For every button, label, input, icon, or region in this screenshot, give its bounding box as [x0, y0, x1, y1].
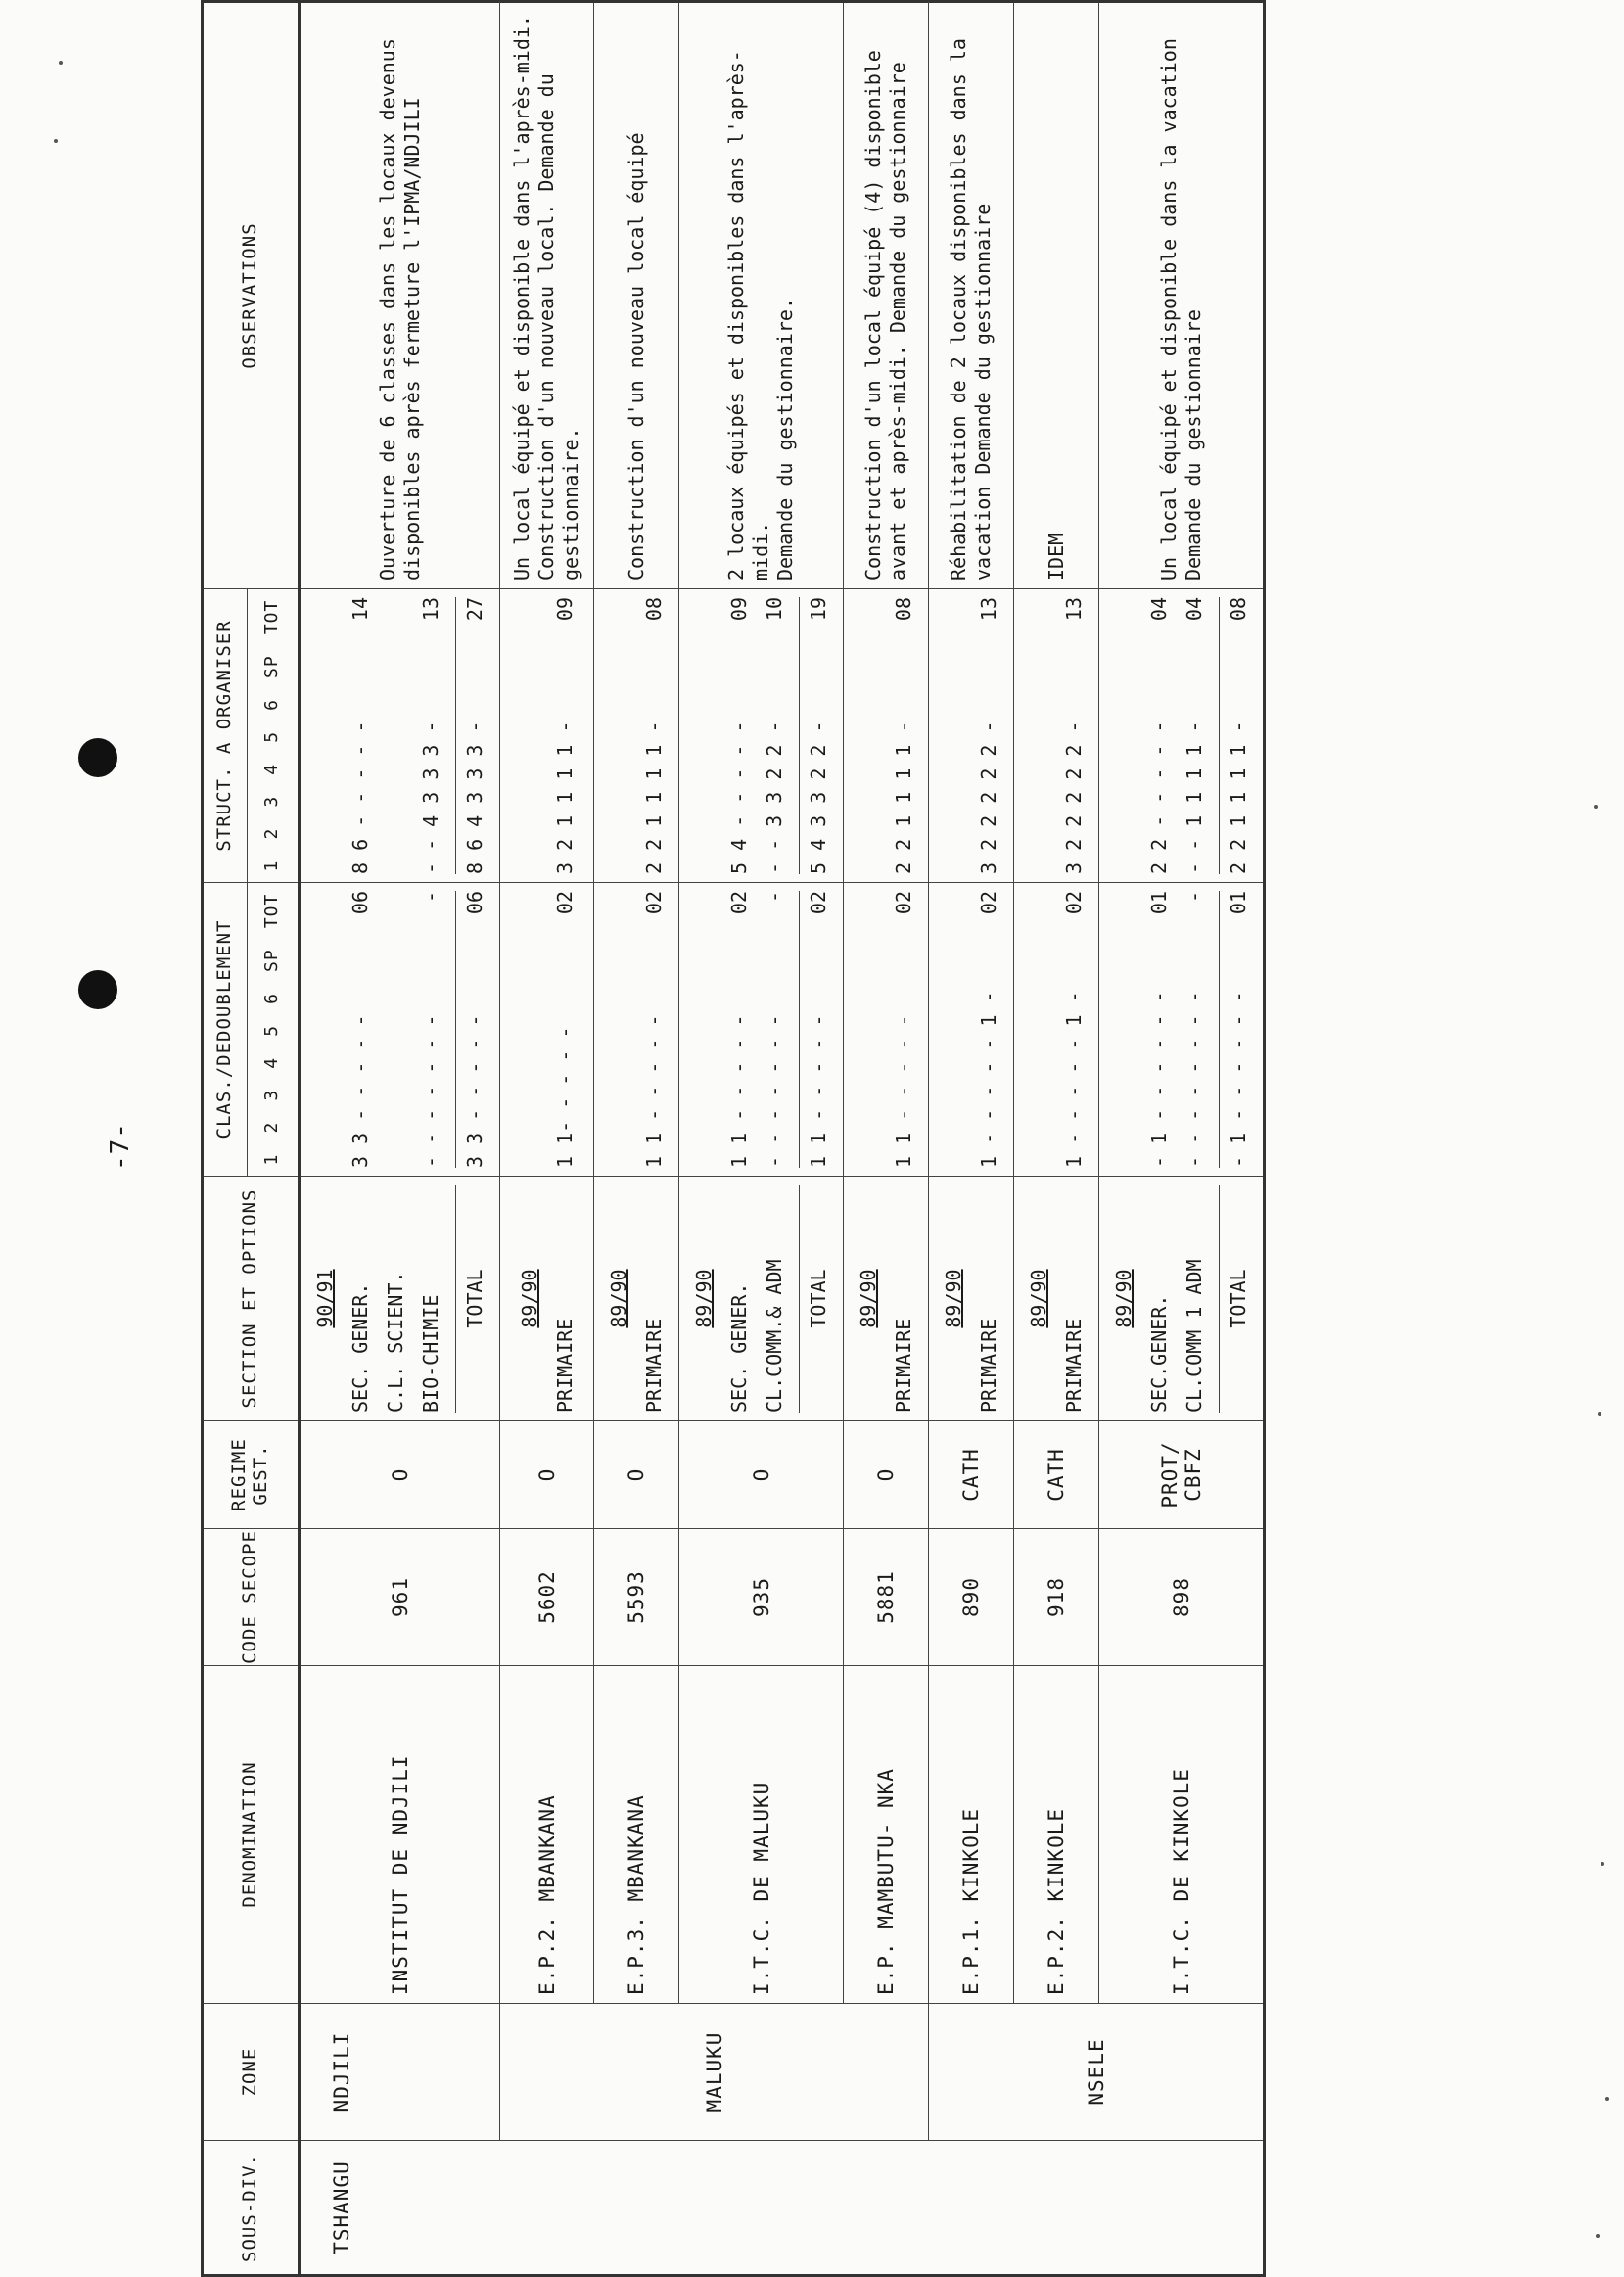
- struct-cell: [594, 588, 678, 882]
- header-struct-sub: 5: [260, 730, 282, 743]
- table-row: [1014, 3, 1099, 2003]
- struct-counts: 3 2 2 2 2 2 -: [1062, 720, 1086, 874]
- struct-list: [854, 597, 918, 874]
- clas-counts: 3 3 - - - - -: [348, 1014, 372, 1168]
- struct-row: [381, 597, 410, 874]
- clas-row: [854, 891, 883, 1168]
- zone-name: MALUKU: [702, 2031, 726, 2113]
- section-cell: [679, 1176, 843, 1420]
- regime-gestion: PROT/ CBFZ: [1157, 1441, 1205, 1509]
- regime-cell: [1014, 1420, 1098, 1528]
- clas-row: [381, 891, 410, 1168]
- struct-counts: 3 2 2 2 2 2 -: [977, 720, 1000, 874]
- regime-gestion: CATH: [959, 1448, 983, 1502]
- code-secope: 5593: [625, 1570, 648, 1624]
- school-year: 89/90: [607, 1269, 630, 1328]
- struct-counts: 8 6 4 3 3 3 -: [463, 720, 487, 874]
- observations-cell: [844, 0, 928, 588]
- table-row: [301, 3, 499, 2003]
- struct-cell: [1099, 588, 1263, 882]
- regime-gestion: O: [534, 1467, 559, 1482]
- header-denomination: DENOMINATION: [204, 1665, 298, 2003]
- zone-name: NSELE: [1084, 2038, 1108, 2106]
- clas-list: [310, 891, 489, 1168]
- school-name: E.P. MAMBUTU- NKA: [874, 1768, 898, 1995]
- school-name: I.T.C. DE KINKOLE: [1169, 1768, 1193, 1995]
- observations-cell: [1014, 0, 1098, 588]
- header-struct: [204, 588, 298, 882]
- struct-total: 10: [763, 597, 786, 622]
- struct-total: 04: [1147, 597, 1171, 622]
- section-list: [939, 1185, 1003, 1413]
- code-cell: [594, 1528, 678, 1665]
- observation-text: Réhabilitation de 2 locaux disponibles dans la vacation Demande du gestionnaire: [947, 26, 995, 581]
- struct-total: 13: [1062, 597, 1086, 622]
- punch-hole: [78, 738, 117, 777]
- struct-counts: - - 1 1 1 1 -: [1183, 720, 1206, 874]
- struct-total: 08: [1227, 597, 1250, 622]
- observations-cell: [1099, 0, 1263, 588]
- section-option: CL.COMM 1 ADM: [1183, 1259, 1206, 1413]
- struct-cell: [301, 588, 499, 882]
- clas-row: [974, 891, 1003, 1168]
- struct-counts: 5 4 3 3 2 2 -: [807, 720, 830, 874]
- struct-row: [724, 597, 754, 874]
- section-cell: [844, 1176, 928, 1420]
- observation-text: Un local équipé et disponible dans la vacation Demande du gestionnaire: [1156, 26, 1205, 581]
- clas-row: [799, 891, 833, 1168]
- code-cell: [1014, 1528, 1098, 1665]
- regime-cell: [929, 1420, 1013, 1528]
- struct-counts: - - 4 3 3 3 -: [419, 720, 442, 874]
- code-cell: [1099, 1528, 1263, 1665]
- header-clas-subcolumns: [248, 883, 297, 1176]
- clas-cell: [844, 882, 928, 1176]
- clas-row: [346, 891, 375, 1168]
- header-struct-sub: 3: [260, 795, 282, 808]
- header-clas: [204, 882, 298, 1176]
- observation-text: Construction d'un local équipé (4) disponible avant et après-midi. Demande du gestionnaire: [861, 38, 909, 581]
- clas-total: 06: [463, 891, 487, 915]
- struct-cell: [929, 588, 1013, 882]
- regime-cell: [500, 1420, 593, 1528]
- header-observations: OBSERVATIONS: [204, 0, 298, 588]
- school-name: E.P.2. MBANKANA: [534, 1794, 559, 1995]
- school-year: 89/90: [692, 1269, 716, 1328]
- struct-total: 13: [419, 597, 442, 622]
- section-option: PRIMAIRE: [1062, 1318, 1086, 1413]
- table-body-grid: [301, 0, 1263, 2277]
- clas-total: 01: [1227, 891, 1250, 915]
- regime-gestion: O: [388, 1467, 412, 1482]
- clas-list: [854, 891, 918, 1168]
- clas-row: [1180, 891, 1209, 1168]
- struct-row: [1180, 597, 1209, 874]
- school-year: 89/90: [517, 1269, 541, 1328]
- struct-counts: 2 2 1 1 1 1 -: [1227, 720, 1250, 874]
- section-option: C.L. SCIENT.: [384, 1271, 407, 1413]
- scan-speck: [1605, 2097, 1609, 2101]
- clas-cell: [929, 882, 1013, 1176]
- clas-cell: [301, 882, 499, 1176]
- struct-row: [1144, 597, 1174, 874]
- table-body: [301, 0, 1266, 2277]
- section-option: PRIMAIRE: [552, 1318, 577, 1413]
- clas-counts: 1 1 - - - - -: [807, 1014, 830, 1168]
- section-cell: [1014, 1176, 1098, 1420]
- clas-cell: [594, 882, 678, 1176]
- section-list: [310, 1185, 489, 1413]
- denomination-cell: [679, 1665, 843, 2003]
- scan-speck: [1594, 805, 1598, 809]
- clas-list: [604, 891, 669, 1168]
- school-name: E.P.2. KINKOLE: [1044, 1807, 1068, 1995]
- clas-row: [455, 891, 489, 1168]
- regime-cell: [301, 1420, 499, 1528]
- clas-row: [939, 891, 968, 1168]
- clas-cell: [1014, 882, 1098, 1176]
- header-struct-sub: 2: [260, 827, 282, 840]
- denomination-cell: [929, 1665, 1013, 2003]
- struct-total: 14: [348, 597, 372, 622]
- clas-counts: - - - - - - - -: [1183, 991, 1206, 1168]
- section-list: [1109, 1185, 1253, 1413]
- section-option: SEC. GENER.: [348, 1282, 372, 1413]
- code-cell: [500, 1528, 593, 1665]
- scan-speck: [59, 61, 63, 65]
- section-total-label: TOTAL: [1219, 1185, 1253, 1413]
- observations-cell: [500, 0, 593, 588]
- struct-total: 13: [977, 597, 1000, 622]
- clas-counts: 1 - - - - - 1 -: [977, 991, 1000, 1168]
- header-zone: ZONE: [204, 2003, 298, 2140]
- header-clas-sub: 4: [260, 1056, 282, 1069]
- section-cell: [1099, 1176, 1263, 1420]
- zone-cell: [929, 2003, 1263, 2140]
- section-list: [515, 1185, 580, 1413]
- denomination-cell: [594, 1665, 678, 2003]
- regime-cell: [679, 1420, 843, 1528]
- header-section: SECTION ET OPTIONS: [204, 1176, 298, 1420]
- clas-row: [1109, 891, 1138, 1168]
- scan-speck: [1601, 1862, 1604, 1866]
- clas-counts: 1 - - - - - 1 -: [1062, 991, 1086, 1168]
- scan-speck: [1598, 1412, 1601, 1416]
- section-list: [1024, 1185, 1089, 1413]
- denomination-cell: [1099, 1665, 1263, 2003]
- header-clas-title: CLAS./DEDOUBLEMENT: [204, 883, 248, 1176]
- clas-total: 01: [1147, 891, 1171, 915]
- header-clas-sub: 5: [260, 1024, 282, 1037]
- header-struct-sub: 6: [260, 699, 282, 711]
- header-struct-sub: TOT: [260, 599, 282, 635]
- clas-counts: 3 3 - - - - -: [463, 1014, 487, 1168]
- clas-row: [760, 891, 789, 1168]
- struct-counts: - - 3 3 2 2 -: [763, 720, 786, 874]
- header-struct-title: STRUCT. A ORGANISER: [204, 589, 248, 882]
- struct-counts: 3 2 1 1 1 1 -: [552, 720, 577, 874]
- school-name: E.P.1. KINKOLE: [959, 1807, 983, 1995]
- denomination-cell: [844, 1665, 928, 2003]
- clas-total: -: [419, 891, 442, 904]
- clas-counts: - - - - - - -: [763, 1014, 786, 1168]
- code-cell: [929, 1528, 1013, 1665]
- observations-cell: [929, 0, 1013, 588]
- zone-schools: [929, 0, 1263, 2003]
- school-year: 89/90: [1027, 1269, 1050, 1328]
- struct-cell: [844, 588, 928, 882]
- school-year: 90/91: [313, 1269, 337, 1328]
- struct-cell: [679, 588, 843, 882]
- struct-total: 19: [807, 597, 830, 622]
- struct-list: [689, 597, 833, 874]
- table-row: [500, 3, 594, 2003]
- struct-list: [310, 597, 489, 874]
- clas-total: 02: [1062, 891, 1086, 915]
- header-clas-sub: 2: [260, 1121, 282, 1134]
- struct-cell: [1014, 588, 1098, 882]
- clas-list: [689, 891, 833, 1168]
- table-row: [1099, 3, 1263, 2003]
- clas-list: [939, 891, 1003, 1168]
- code-secope: 935: [749, 1577, 773, 1617]
- section-list: [689, 1185, 833, 1413]
- clas-cell: [1099, 882, 1263, 1176]
- table-header: [201, 0, 301, 2277]
- code-secope: 918: [1044, 1577, 1068, 1617]
- struct-counts: 2 2 1 1 1 1 -: [892, 720, 915, 874]
- school-year: 89/90: [942, 1269, 965, 1328]
- section-cell: [500, 1176, 593, 1420]
- code-secope: 890: [959, 1577, 983, 1617]
- struct-row: [416, 597, 445, 874]
- clas-cell: [500, 882, 593, 1176]
- clas-list: [1024, 891, 1089, 1168]
- denomination-cell: [500, 1665, 593, 2003]
- observation-text: IDEM: [1044, 533, 1068, 581]
- sous-division-cell: TSHANGU: [301, 2140, 1263, 2277]
- observations-cell: [594, 0, 678, 588]
- section-list: [604, 1185, 669, 1413]
- code-secope: 5881: [874, 1570, 898, 1624]
- section-cell: [594, 1176, 678, 1420]
- struct-row: [455, 597, 489, 874]
- table-row: [679, 3, 844, 2003]
- struct-counts: 8 6 - - - - -: [348, 720, 372, 874]
- section-option: PRIMAIRE: [892, 1318, 915, 1413]
- header-clas-sub: 1: [260, 1153, 282, 1166]
- code-cell: [844, 1528, 928, 1665]
- header-clas-sub: TOT: [260, 893, 282, 929]
- clas-list: [1109, 891, 1253, 1168]
- struct-list: [604, 597, 669, 874]
- code-secope: 5602: [534, 1570, 559, 1624]
- struct-total: 27: [463, 597, 487, 622]
- header-code: CODE SECOPE: [204, 1528, 298, 1665]
- code-secope: 898: [1169, 1577, 1193, 1617]
- clas-row: [689, 891, 719, 1168]
- clas-row: [639, 891, 669, 1168]
- struct-counts: 5 4 - - - - -: [727, 720, 751, 874]
- regime-gestion: CATH: [1044, 1448, 1068, 1502]
- regime-cell: [844, 1420, 928, 1528]
- school-year: 89/90: [857, 1269, 880, 1328]
- school-year: 89/90: [1112, 1269, 1136, 1328]
- struct-total: 08: [892, 597, 915, 622]
- clas-row: [604, 891, 633, 1168]
- struct-list: [515, 597, 580, 874]
- header-sous-div: SOUS-DIV.: [204, 2140, 298, 2277]
- punch-hole: [78, 970, 117, 1009]
- clas-total: -: [1183, 891, 1206, 904]
- struct-cell: [500, 588, 593, 882]
- struct-row: [1219, 597, 1253, 874]
- clas-counts: 1 1- - - - -: [552, 1026, 577, 1168]
- clas-total: 02: [642, 891, 666, 915]
- section-option: SEC. GENER.: [727, 1282, 751, 1413]
- section-option: PRIMAIRE: [642, 1318, 666, 1413]
- clas-counts: 1 1 - - - - -: [727, 1014, 751, 1168]
- clas-total: 02: [892, 891, 915, 915]
- clas-counts: - 1 - - - - - -: [1147, 991, 1171, 1168]
- header-struct-sub: 1: [260, 860, 282, 872]
- clas-total: 02: [552, 891, 577, 915]
- header-clas-sub: 3: [260, 1089, 282, 1101]
- clas-counts: - - - - - - -: [419, 1014, 442, 1168]
- scan-speck: [1596, 2234, 1600, 2238]
- struct-row: [889, 597, 918, 874]
- zone-name: NDJILI: [330, 2031, 353, 2113]
- section-option: CL.COMM.& ADM: [763, 1259, 786, 1413]
- table-row: [929, 3, 1014, 2003]
- clas-row: [1024, 891, 1053, 1168]
- clas-row: [515, 891, 544, 1168]
- school-name: E.P.3. MBANKANA: [625, 1794, 648, 1995]
- clas-total: -: [763, 891, 786, 904]
- section-option: BIO-CHIMIE: [419, 1294, 442, 1413]
- header-clas-sub: SP: [260, 949, 282, 972]
- struct-total: 08: [642, 597, 666, 622]
- header-struct-subcolumns: [248, 589, 297, 882]
- struct-row: [799, 597, 833, 874]
- struct-counts: 2 2 - - - - -: [1147, 720, 1171, 874]
- zone-cell: [301, 2003, 500, 2140]
- section-total-label: TOTAL: [799, 1185, 833, 1413]
- struct-list: [939, 597, 1003, 874]
- clas-total: 02: [807, 891, 830, 915]
- clas-row: [1144, 891, 1174, 1168]
- struct-row: [939, 597, 968, 874]
- code-cell: [301, 1528, 499, 1665]
- clas-list: [515, 891, 580, 1168]
- clas-row: [550, 891, 580, 1168]
- struct-row: [1059, 597, 1089, 874]
- struct-counts: 2 2 1 1 1 1 -: [642, 720, 666, 874]
- clas-cell: [679, 882, 843, 1176]
- observation-text: Un local équipé et disponible dans l'après-midi. Construction d'un nouveau local. Demande du gestionnaire.: [510, 2, 582, 581]
- struct-row: [1109, 597, 1138, 874]
- struct-row: [310, 597, 340, 874]
- struct-row: [1024, 597, 1053, 874]
- clas-counts: - 1 - - - - - -: [1227, 991, 1250, 1168]
- clas-row: [416, 891, 445, 1168]
- clas-row: [310, 891, 340, 1168]
- struct-list: [1109, 597, 1253, 874]
- header-struct-sub: SP: [260, 655, 282, 678]
- section-cell: [929, 1176, 1013, 1420]
- header-regime: REGIME GEST.: [204, 1420, 298, 1528]
- section-total-label: TOTAL: [455, 1185, 489, 1413]
- struct-row: [515, 597, 544, 874]
- struct-row: [604, 597, 633, 874]
- section-cell: [301, 1176, 499, 1420]
- struct-total: 09: [727, 597, 751, 622]
- observation-text: 2 locaux équipés et disponibles dans l'après-midi. Demande du gestionnaire.: [724, 50, 797, 581]
- struct-list: [1024, 597, 1089, 874]
- section-option: SEC.GENER.: [1147, 1294, 1171, 1413]
- struct-row: [346, 597, 375, 874]
- school-name: I.T.C. DE MALUKU: [749, 1781, 773, 1995]
- clas-total: 02: [727, 891, 751, 915]
- table-row: [844, 3, 928, 2003]
- observation-text: Ouverture de 6 classes dans les locaux devenus disponibles après fermeture l'IPMA/NDJILI: [375, 26, 424, 581]
- struct-row: [639, 597, 669, 874]
- table-row: [594, 3, 679, 2003]
- code-secope: 961: [388, 1577, 412, 1617]
- regime-gestion: O: [874, 1467, 898, 1482]
- struct-row: [550, 597, 580, 874]
- regime-gestion: O: [625, 1467, 648, 1482]
- zone-schools: [500, 0, 929, 2003]
- struct-row: [689, 597, 719, 874]
- struct-row: [854, 597, 883, 874]
- denomination-cell: [1014, 1665, 1098, 2003]
- denomination-cell: [301, 1665, 499, 2003]
- struct-total: 04: [1183, 597, 1206, 622]
- school-name: INSTITUT DE NDJILI: [388, 1754, 412, 1995]
- clas-row: [889, 891, 918, 1168]
- restructuring-table: [201, 0, 1266, 2277]
- clas-row: [1059, 891, 1089, 1168]
- clas-total: 06: [348, 891, 372, 915]
- clas-counts: 1 1 - - - - -: [892, 1014, 915, 1168]
- observations-cell: [679, 0, 843, 588]
- zone-cell: [500, 2003, 929, 2140]
- regime-cell: [1099, 1420, 1263, 1528]
- section-option: PRIMAIRE: [977, 1318, 1000, 1413]
- regime-cell: [594, 1420, 678, 1528]
- observations-cell: [301, 0, 499, 588]
- observation-text: Construction d'un nouveau local équipé: [624, 132, 648, 581]
- header-clas-sub: 6: [260, 993, 282, 1004]
- clas-row: [724, 891, 754, 1168]
- header-struct-sub: 4: [260, 763, 282, 775]
- struct-row: [974, 597, 1003, 874]
- struct-total: 09: [552, 597, 577, 622]
- scan-speck: [54, 139, 58, 143]
- section-list: [854, 1185, 918, 1413]
- regime-gestion: O: [749, 1467, 773, 1482]
- clas-total: 02: [977, 891, 1000, 915]
- struct-row: [760, 597, 789, 874]
- zone-schools: [301, 0, 500, 2003]
- page-number: -7-: [106, 1122, 135, 1171]
- code-cell: [679, 1528, 843, 1665]
- clas-counts: 1 1 - - - - -: [642, 1014, 666, 1168]
- clas-row: [1219, 891, 1253, 1168]
